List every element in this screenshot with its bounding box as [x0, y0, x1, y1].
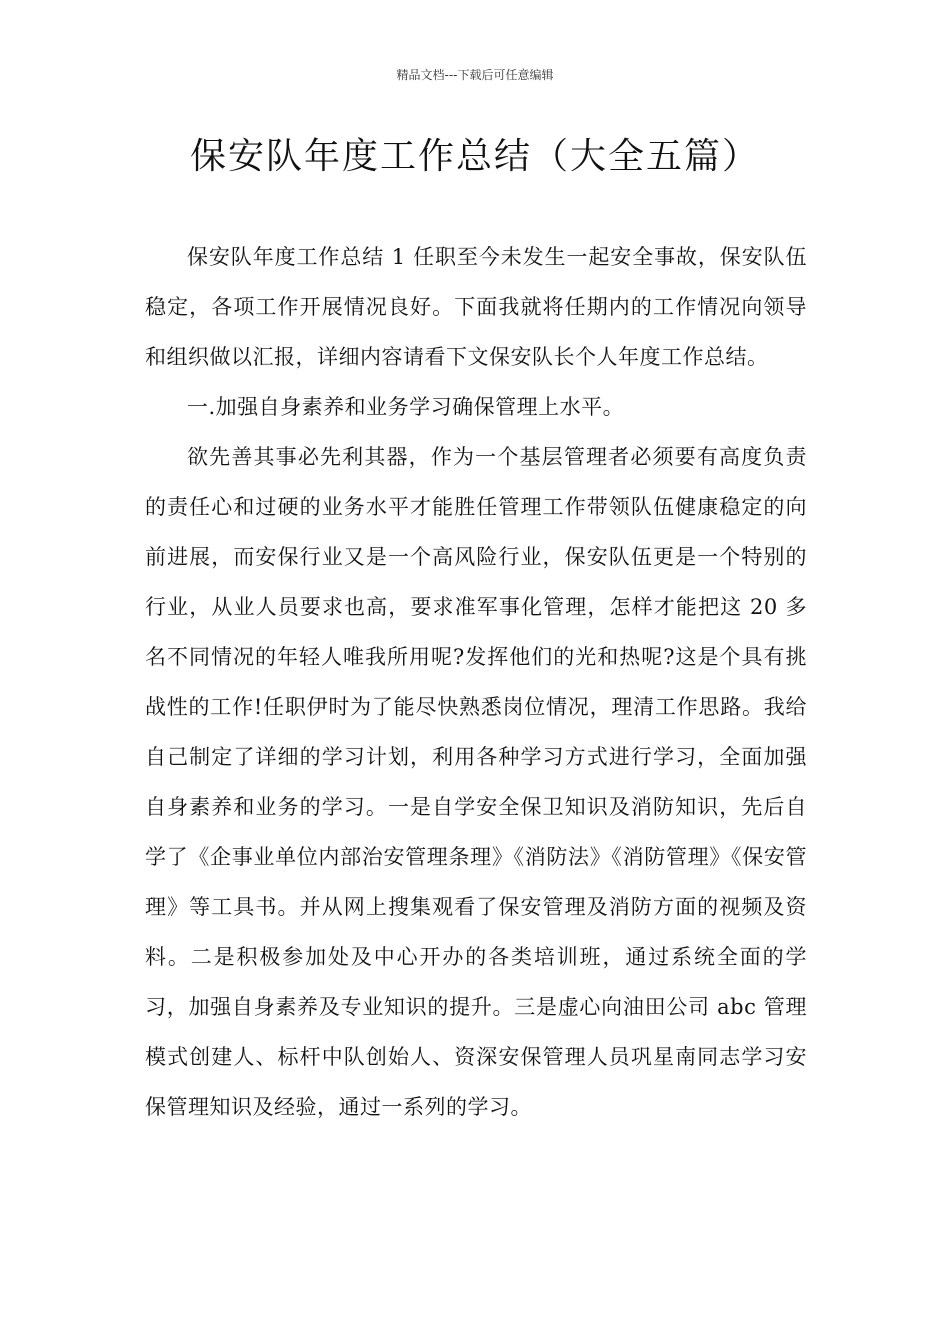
header-note: 精品文档---下载后可任意编辑: [396, 68, 554, 82]
paragraph-section-heading: 一.加强自身素养和业务学习确保管理上水平。: [187, 395, 625, 419]
paragraph-intro: 保安队年度工作总结 1 任职至今未发生一起安全事故，保安队伍稳定，各项工作开展情况良好。下面我就将任期内的工作情况向领导和组织做以汇报，详细内容请看下文保安队长个人年度工作总结。: [145, 245, 807, 369]
document-title: 保安队年度工作总结（大全五篇）: [189, 136, 760, 177]
paragraph-learning: 欲先善其事必先利其器，作为一个基层管理者必须要有高度负责的责任心和过硬的业务水平才能胜任管理工作带领队伍健康稳定的向前进展，而安保行业又是一个高风险行业，保安队伍更是一个特别的行业，从业人员要求也高，要求准军事化管理，怎样才能把这 20 多名不同情况的年轻人唯我所用呢?发挥他们的光和热呢?这是个具有挑战性的工作!任职伊时为了能尽快熟悉岗位情况，理清工作思路。我给自己制定了详细的学习计划，利用各种学习方式进行学习，全面加强自身素养和业务的学习。一是自学安全保卫知识及消防知识，先后自学了《企事业单位内部治安管理条理》《消防法》《消防管理》《保安管理》等工具书。并从网上搜集观看了保安管理及消防方面的视频及资料。二是积极参加处及中心开办的各类培训班，通过系统全面的学习，加强自身素养及专业知识的提升。三是虚心向油田公司 abc 管理模式创建人、标杆中队创始人、资深安保管理人员巩星南同志学习安保管理知识及经验，通过一系列的学习。: [145, 445, 807, 1119]
document-body: [145, 232, 807, 1132]
